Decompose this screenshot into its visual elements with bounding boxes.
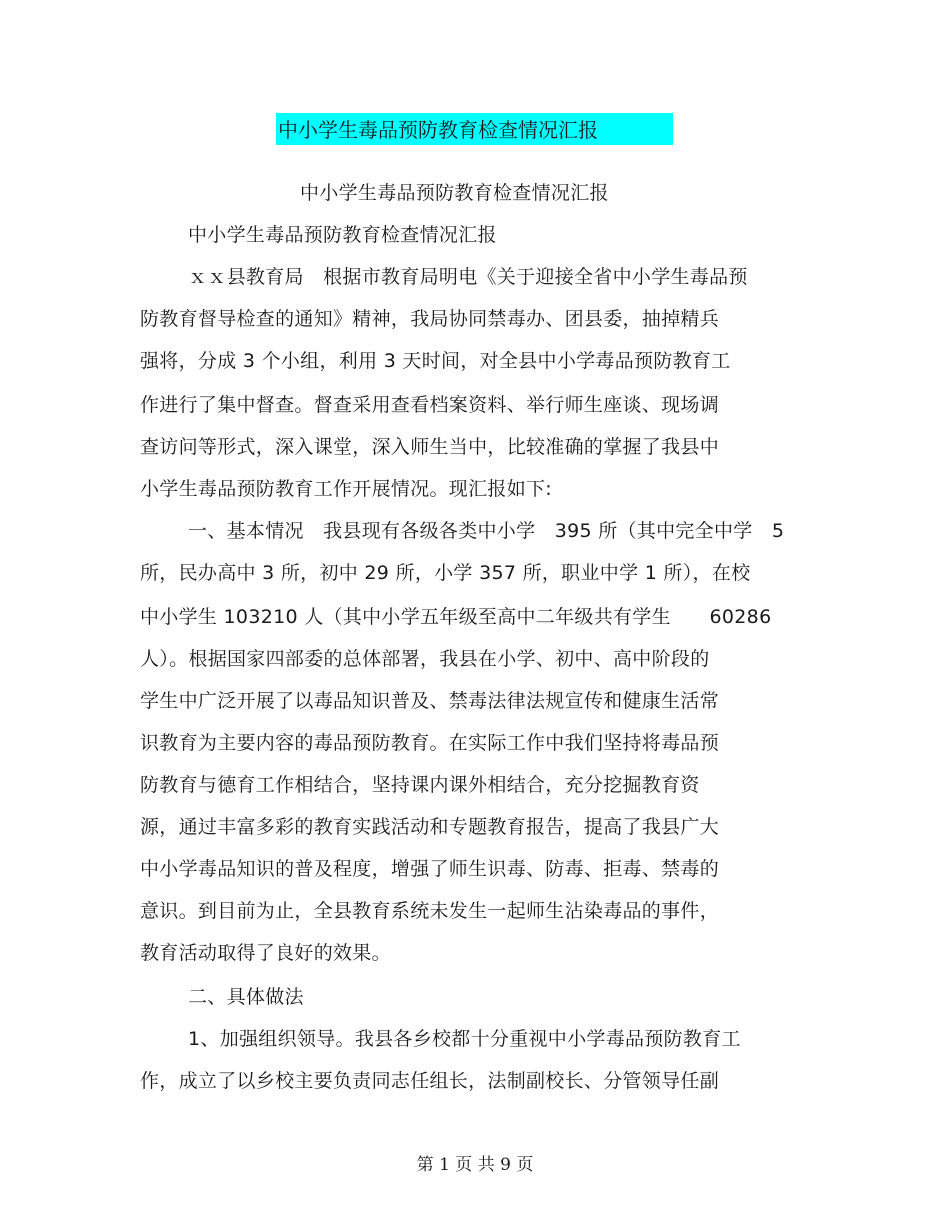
body-line: 小学生毒品预防教育工作开展情况。现汇报如下:	[140, 478, 553, 500]
section-heading: 二、具体做法	[188, 986, 304, 1008]
body-line: 中小学生毒品预防教育检查情况汇报	[188, 224, 497, 246]
document-title: 中小学生毒品预防教育检查情况汇报	[278, 118, 598, 142]
body-line: ｘｘ县教育局 根据市教育局明电《关于迎接全省中小学生毒品预	[188, 266, 748, 288]
body-line: 1、加强组织领导。我县各乡校都十分重视中小学毒品预防教育工	[188, 1028, 741, 1050]
body-line: 学生中广泛开展了以毒品知识普及、禁毒法律法规宣传和健康生活常	[140, 690, 720, 712]
body-line: 中小学生 103210 人（其中小学五年级至高中二年级共有学生 60286	[140, 606, 772, 628]
body-line: 防教育与德育工作相结合，坚持课内课外相结合，充分挖掘教育资	[140, 774, 700, 796]
body-line: 识教育为主要内容的毒品预防教育。在实际工作中我们坚持将毒品预	[140, 732, 720, 754]
body-line: 所，民办高中 3 所，初中 29 所，小学 357 所，职业中学 1 所），在校	[140, 562, 751, 584]
body-line: 中小学生毒品预防教育检查情况汇报	[300, 182, 609, 204]
body-line: 强将，分成 3 个小组，利用 3 天时间，对全县中小学毒品预防教育工	[140, 350, 731, 372]
body-line: 教育活动取得了良好的效果。	[140, 942, 391, 964]
body-line: 作，成立了以乡校主要负责同志任组长，法制副校长、分管领导任副	[140, 1070, 720, 1092]
body-line: 人）。根据国家四部委的总体部署，我县在小学、初中、高中阶段的	[140, 648, 710, 670]
body-line: 防教育督导检查的通知》精神，我局协同禁毒办、团县委，抽掉精兵	[140, 308, 720, 330]
page-footer: 第 1 页 共 9 页	[416, 1155, 534, 1175]
body-line: 源，通过丰富多彩的教育实践活动和专题教育报告，提高了我县广大	[140, 816, 720, 838]
body-line: 查访问等形式，深入课堂，深入师生当中，比较准确的掌握了我县中	[140, 436, 720, 458]
body-line: 中小学毒品知识的普及程度，增强了师生识毒、防毒、拒毒、禁毒的	[140, 858, 720, 880]
body-line: 意识。到目前为止，全县教育系统未发生一起师生沾染毒品的事件，	[140, 900, 720, 922]
body-line: 作进行了集中督查。督查采用查看档案资料、举行师生座谈、现场调	[140, 394, 720, 416]
body-line: 一、基本情况 我县现有各级各类中小学 395 所（其中完全中学 5	[188, 520, 785, 542]
